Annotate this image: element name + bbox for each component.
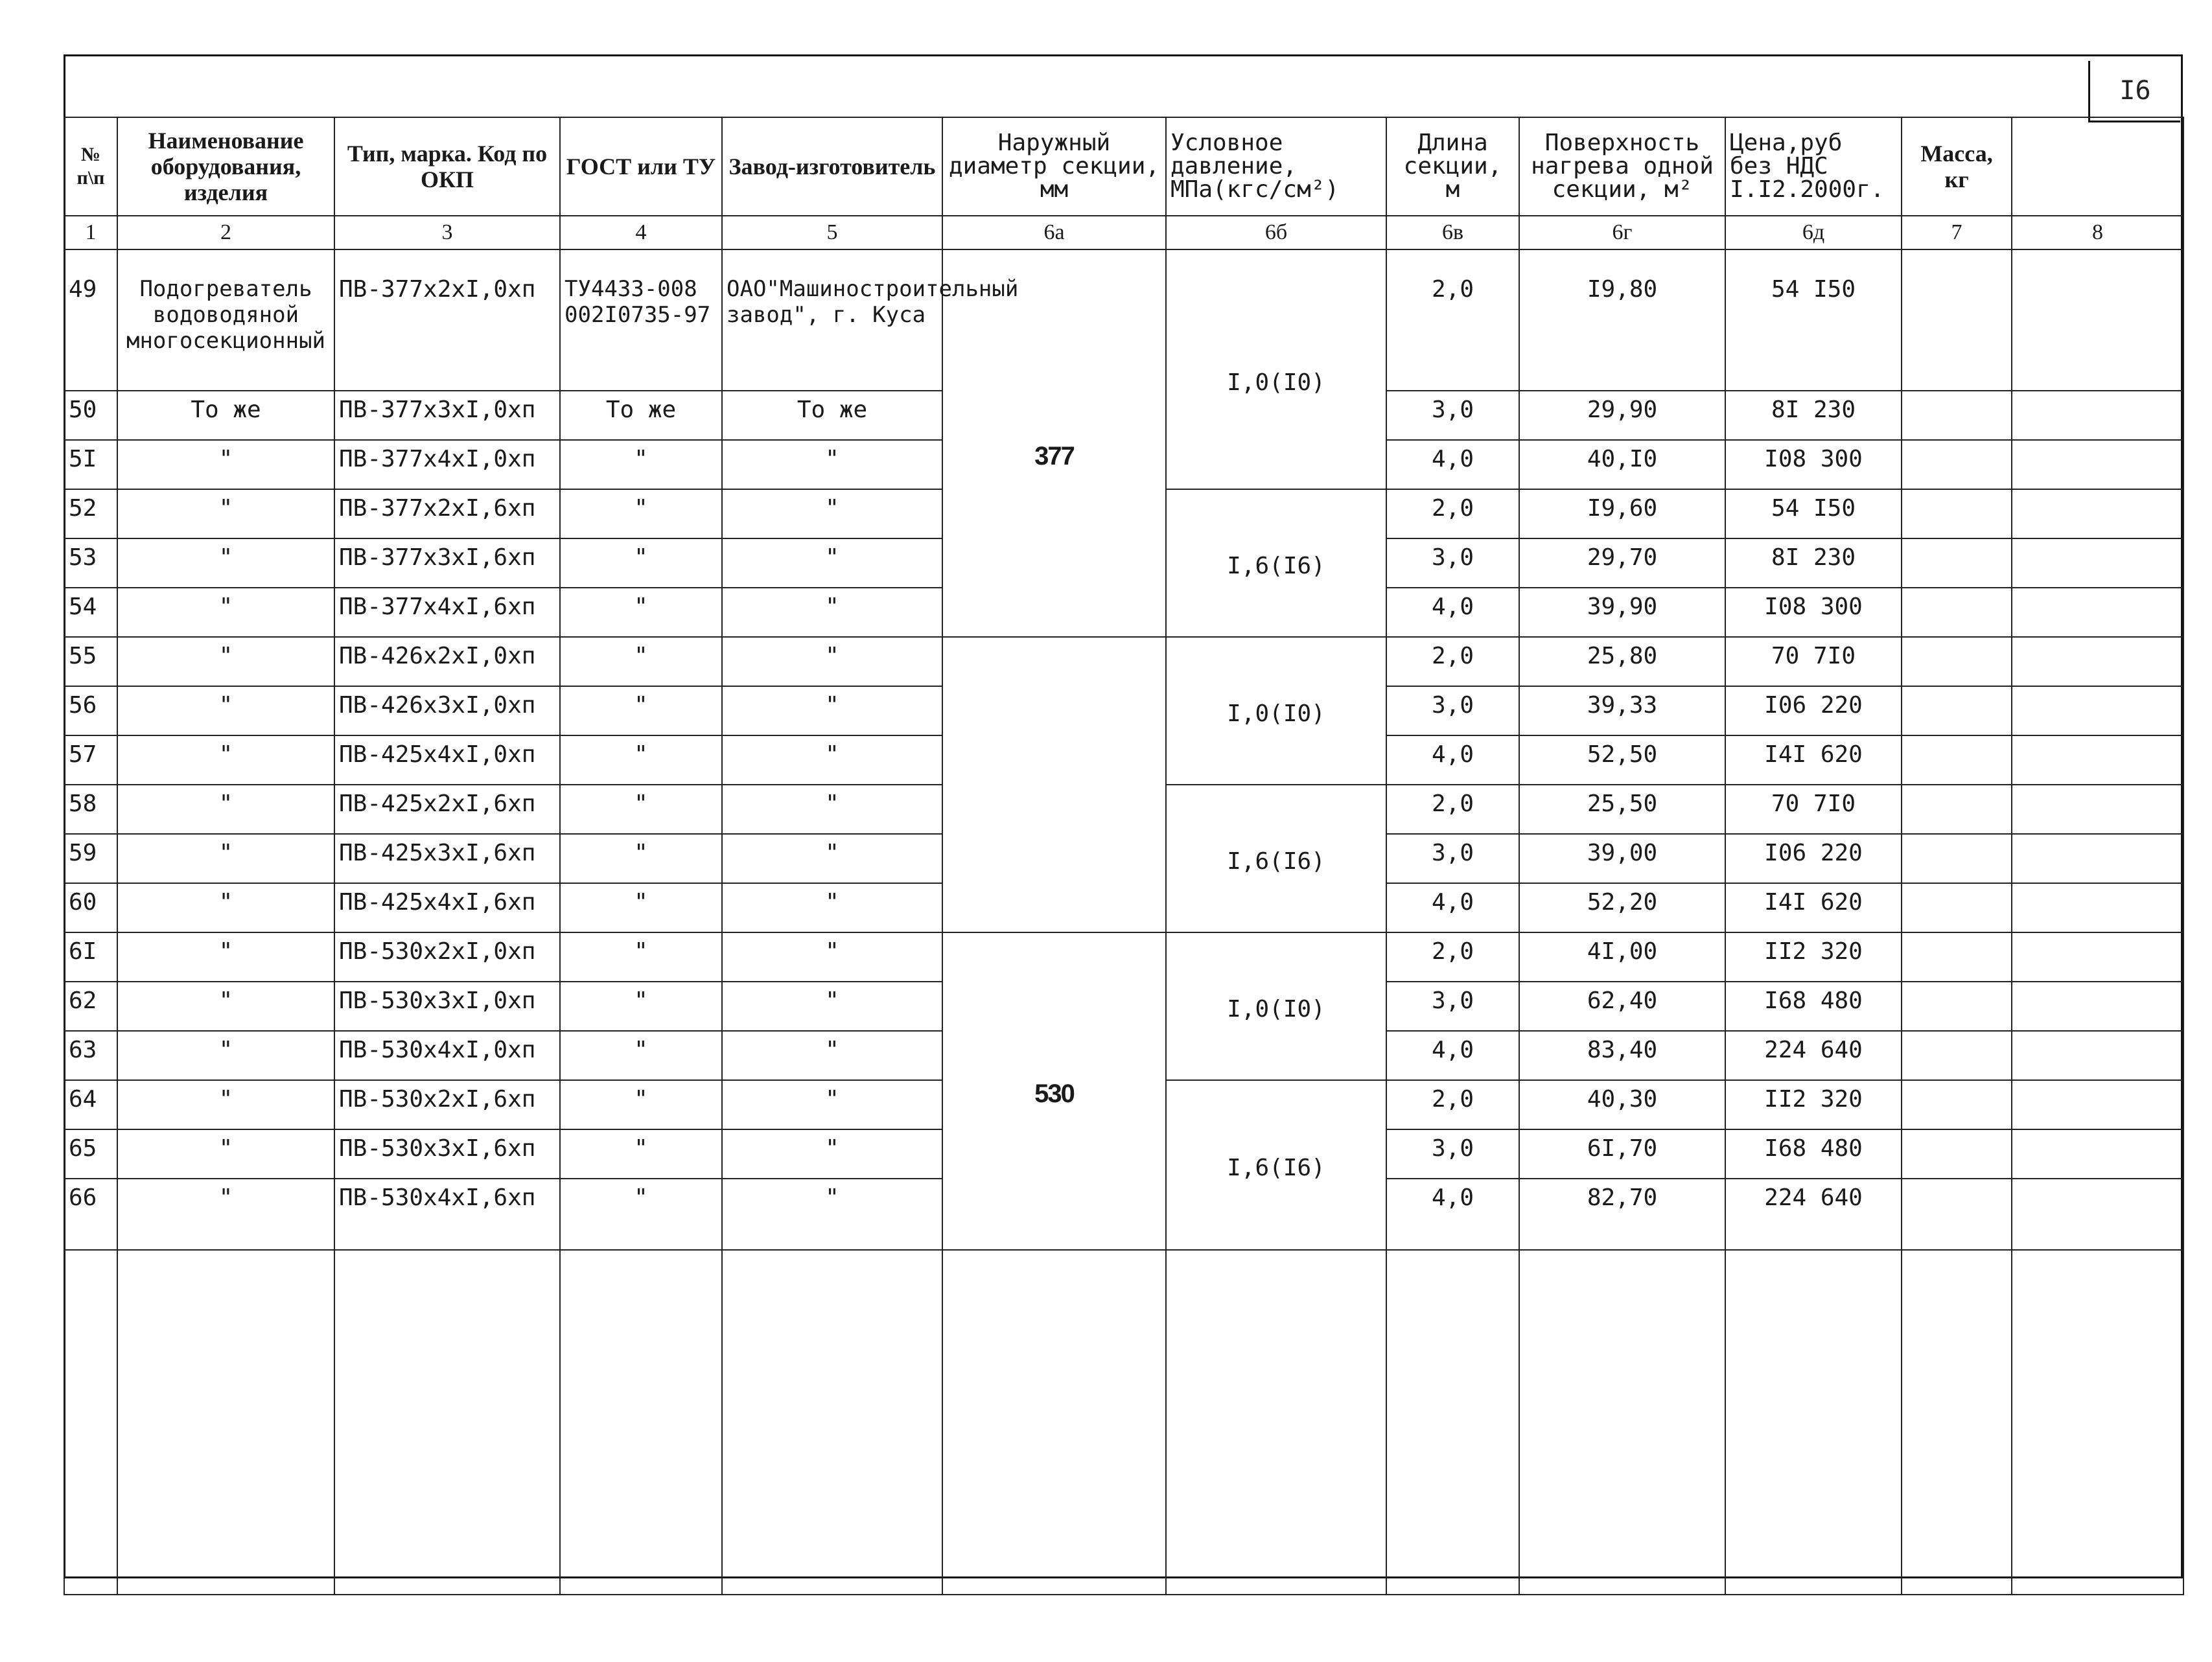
- gost-spec: ": [560, 932, 722, 982]
- mass: [1902, 982, 2012, 1031]
- row-number: 6I: [64, 932, 117, 982]
- manufacturer: ": [722, 489, 942, 538]
- header-gost: ГОСТ или ТУ: [560, 117, 722, 216]
- col8: [2012, 637, 2183, 686]
- price: I06 220: [1725, 686, 1902, 735]
- manufacturer: ": [722, 1129, 942, 1179]
- gost-spec: ": [560, 686, 722, 735]
- heating-surface: 40,30: [1519, 1080, 1725, 1129]
- colnum: 7: [1902, 216, 2012, 249]
- equipment-name: ": [117, 1031, 334, 1080]
- empty-cell: [560, 1250, 722, 1595]
- col8: [2012, 883, 2183, 932]
- equipment-name: ": [117, 686, 334, 735]
- gost-spec: ": [560, 883, 722, 932]
- mass: [1902, 1080, 2012, 1129]
- equipment-type: ПВ-530х4хI,0хп: [334, 1031, 560, 1080]
- empty-cell: [722, 1250, 942, 1595]
- col8: [2012, 489, 2183, 538]
- pressure: I,0(I0): [1166, 637, 1386, 785]
- section-length: 3,0: [1386, 1129, 1519, 1179]
- heating-surface: 40,I0: [1519, 440, 1725, 489]
- col8: [2012, 834, 2183, 883]
- equipment-type: ПВ-530х2хI,0хп: [334, 932, 560, 982]
- equipment-type: ПВ-377х3хI,0хп: [334, 391, 560, 440]
- section-length: 2,0: [1386, 489, 1519, 538]
- equipment-type: ПВ-377х3хI,6хп: [334, 538, 560, 588]
- price: 224 640: [1725, 1031, 1902, 1080]
- gost-spec: ": [560, 637, 722, 686]
- equipment-type: ПВ-377х4хI,6хп: [334, 588, 560, 637]
- mass: [1902, 637, 2012, 686]
- mass: [1902, 735, 2012, 785]
- equipment-type: ПВ-425х2хI,6хп: [334, 785, 560, 834]
- equipment-name: ": [117, 1179, 334, 1250]
- section-length: 2,0: [1386, 1080, 1519, 1129]
- equipment-name: ": [117, 440, 334, 489]
- mass: [1902, 883, 2012, 932]
- manufacturer: ": [722, 1080, 942, 1129]
- equipment-type: ПВ-426х3хI,0хп: [334, 686, 560, 735]
- header-row: [64, 117, 2183, 216]
- colnum: 6д: [1725, 216, 1902, 249]
- equipment-type: ПВ-377х2хI,6хп: [334, 489, 560, 538]
- equipment-type: ПВ-426х2хI,0хп: [334, 637, 560, 686]
- header-pressure: Условное давление, МПа(кгс/см²): [1166, 117, 1386, 216]
- colnum: 3: [334, 216, 560, 249]
- equipment-type: ПВ-377х2хI,0хп: [334, 249, 560, 391]
- section-length: 3,0: [1386, 391, 1519, 440]
- manufacturer: ": [722, 785, 942, 834]
- section-length: 4,0: [1386, 883, 1519, 932]
- gost-spec: ": [560, 588, 722, 637]
- heating-surface: 6I,70: [1519, 1129, 1725, 1179]
- manufacturer: То же: [722, 391, 942, 440]
- gost-spec: ": [560, 1080, 722, 1129]
- col8: [2012, 1031, 2183, 1080]
- mass: [1902, 932, 2012, 982]
- heating-surface: 62,40: [1519, 982, 1725, 1031]
- pressure: I,0(I0): [1166, 932, 1386, 1080]
- header-maker: Завод-изготовитель: [722, 117, 942, 216]
- manufacturer: ОАО"Машиностроительный завод", г. Куса: [722, 249, 942, 391]
- manufacturer: ": [722, 735, 942, 785]
- heating-surface: 82,70: [1519, 1179, 1725, 1250]
- heating-surface: 52,20: [1519, 883, 1725, 932]
- section-length: 2,0: [1386, 785, 1519, 834]
- section-length: 2,0: [1386, 249, 1519, 391]
- row-number: 52: [64, 489, 117, 538]
- col8: [2012, 1129, 2183, 1179]
- heating-surface: 25,50: [1519, 785, 1725, 834]
- empty-cell: [1166, 1250, 1386, 1595]
- header-type: Тип, марка. Код по ОКП: [334, 117, 560, 216]
- section-length: 2,0: [1386, 932, 1519, 982]
- manufacturer: ": [722, 982, 942, 1031]
- header-number: № п\п: [64, 117, 117, 216]
- row-number: 56: [64, 686, 117, 735]
- equipment-type: ПВ-530х4хI,6хп: [334, 1179, 560, 1250]
- price: 8I 230: [1725, 538, 1902, 588]
- row-number: 50: [64, 391, 117, 440]
- row-number: 63: [64, 1031, 117, 1080]
- price: II2 320: [1725, 1080, 1902, 1129]
- gost-spec: ": [560, 735, 722, 785]
- manufacturer: ": [722, 637, 942, 686]
- header-price: Цена,руб без НДС I.I2.2000г.: [1725, 117, 1902, 216]
- colnum: 2: [117, 216, 334, 249]
- header-diameter: Наружный диаметр секции, мм: [942, 117, 1166, 216]
- colnum: 1: [64, 216, 117, 249]
- table-row: [64, 249, 2183, 391]
- colnum: 8: [2012, 216, 2183, 249]
- colnum: 5: [722, 216, 942, 249]
- mass: [1902, 489, 2012, 538]
- equipment-name: ": [117, 588, 334, 637]
- header-name: Наименование оборудования, изделия: [117, 117, 334, 216]
- price: 54 I50: [1725, 489, 1902, 538]
- page-number: I6: [2088, 61, 2180, 122]
- row-number: 66: [64, 1179, 117, 1250]
- mass: [1902, 686, 2012, 735]
- heating-surface: 4I,00: [1519, 932, 1725, 982]
- manufacturer: ": [722, 538, 942, 588]
- gost-spec: ": [560, 1031, 722, 1080]
- row-number: 65: [64, 1129, 117, 1179]
- col8: [2012, 1080, 2183, 1129]
- price: 8I 230: [1725, 391, 1902, 440]
- col8: [2012, 249, 2183, 391]
- row-number: 5I: [64, 440, 117, 489]
- empty-cell: [1519, 1250, 1725, 1595]
- equipment-name: То же: [117, 391, 334, 440]
- equipment-name: ": [117, 982, 334, 1031]
- mass: [1902, 834, 2012, 883]
- equipment-name: ": [117, 538, 334, 588]
- manufacturer: ": [722, 1179, 942, 1250]
- col8: [2012, 538, 2183, 588]
- col8: [2012, 785, 2183, 834]
- mass: [1902, 1179, 2012, 1250]
- empty-cell: [942, 1250, 1166, 1595]
- pressure: I,6(I6): [1166, 1080, 1386, 1250]
- colnum: 6б: [1166, 216, 1386, 249]
- gost-spec: ": [560, 982, 722, 1031]
- empty-cell: [334, 1250, 560, 1595]
- equipment-name: ": [117, 834, 334, 883]
- row-number: 55: [64, 637, 117, 686]
- heating-surface: 39,33: [1519, 686, 1725, 735]
- col8: [2012, 1179, 2183, 1250]
- price: I68 480: [1725, 1129, 1902, 1179]
- gost-spec: ": [560, 489, 722, 538]
- table-row: [64, 932, 2183, 982]
- price: I06 220: [1725, 834, 1902, 883]
- col8: [2012, 391, 2183, 440]
- gost-spec: ": [560, 440, 722, 489]
- equipment-type: ПВ-425х4хI,0хп: [334, 735, 560, 785]
- gost-spec: ": [560, 538, 722, 588]
- equipment-name: ": [117, 489, 334, 538]
- pressure: I,0(I0): [1166, 249, 1386, 489]
- mass: [1902, 588, 2012, 637]
- equipment-table: [64, 117, 2184, 1595]
- row-number: 57: [64, 735, 117, 785]
- header-surface: Поверхность нагрева одной секции, м²: [1519, 117, 1725, 216]
- equipment-name: ": [117, 735, 334, 785]
- equipment-name: ": [117, 637, 334, 686]
- price: I08 300: [1725, 588, 1902, 637]
- mass: [1902, 440, 2012, 489]
- gost-spec: ": [560, 1179, 722, 1250]
- manufacturer: ": [722, 440, 942, 489]
- section-length: 2,0: [1386, 637, 1519, 686]
- equipment-type: ПВ-425х4хI,6хп: [334, 883, 560, 932]
- price: I4I 620: [1725, 735, 1902, 785]
- outer-diameter: [942, 637, 1166, 932]
- col8: [2012, 932, 2183, 982]
- price: 70 7I0: [1725, 637, 1902, 686]
- equipment-name: ": [117, 1129, 334, 1179]
- col8: [2012, 588, 2183, 637]
- mass: [1902, 785, 2012, 834]
- price: 224 640: [1725, 1179, 1902, 1250]
- empty-cell: [1386, 1250, 1519, 1595]
- empty-cell: [64, 1250, 117, 1595]
- row-number: 64: [64, 1080, 117, 1129]
- heating-surface: 39,90: [1519, 588, 1725, 637]
- price: I4I 620: [1725, 883, 1902, 932]
- column-number-row: [64, 216, 2183, 249]
- col8: [2012, 735, 2183, 785]
- equipment-name: ": [117, 932, 334, 982]
- heating-surface: 39,00: [1519, 834, 1725, 883]
- gost-spec: То же: [560, 391, 722, 440]
- price: I68 480: [1725, 982, 1902, 1031]
- row-number: 49: [64, 249, 117, 391]
- equipment-name: Подогреватель водоводяной многосекционный: [117, 249, 334, 391]
- equipment-name: ": [117, 785, 334, 834]
- row-number: 60: [64, 883, 117, 932]
- gost-spec: ТУ4433-008 002I0735-97: [560, 249, 722, 391]
- equipment-name: ": [117, 883, 334, 932]
- manufacturer: ": [722, 932, 942, 982]
- gost-spec: ": [560, 834, 722, 883]
- heating-surface: I9,60: [1519, 489, 1725, 538]
- heating-surface: 29,90: [1519, 391, 1725, 440]
- price: 70 7I0: [1725, 785, 1902, 834]
- mass: [1902, 391, 2012, 440]
- empty-row: [64, 1250, 2183, 1595]
- table-body: [64, 249, 2183, 1595]
- heating-surface: 29,70: [1519, 538, 1725, 588]
- row-number: 59: [64, 834, 117, 883]
- heating-surface: 52,50: [1519, 735, 1725, 785]
- equipment-type: ПВ-377х4хI,0хп: [334, 440, 560, 489]
- empty-cell: [2012, 1250, 2183, 1595]
- colnum: 4: [560, 216, 722, 249]
- section-length: 4,0: [1386, 1179, 1519, 1250]
- row-number: 54: [64, 588, 117, 637]
- colnum: 6в: [1386, 216, 1519, 249]
- equipment-type: ПВ-530х3хI,6хп: [334, 1129, 560, 1179]
- heating-surface: 83,40: [1519, 1031, 1725, 1080]
- section-length: 4,0: [1386, 1031, 1519, 1080]
- manufacturer: ": [722, 1031, 942, 1080]
- section-length: 4,0: [1386, 735, 1519, 785]
- heating-surface: I9,80: [1519, 249, 1725, 391]
- header-length: Длина секции, м: [1386, 117, 1519, 216]
- outer-diameter: 377: [942, 249, 1166, 637]
- row-number: 53: [64, 538, 117, 588]
- empty-cell: [1902, 1250, 2012, 1595]
- price: II2 320: [1725, 932, 1902, 982]
- mass: [1902, 538, 2012, 588]
- price: I08 300: [1725, 440, 1902, 489]
- equipment-name: ": [117, 1080, 334, 1129]
- table-row: [64, 637, 2183, 686]
- manufacturer: ": [722, 883, 942, 932]
- header-col8: [2012, 117, 2183, 216]
- section-length: 3,0: [1386, 538, 1519, 588]
- row-number: 58: [64, 785, 117, 834]
- header-mass: Масса, кг: [1902, 117, 2012, 216]
- manufacturer: ": [722, 588, 942, 637]
- col8: [2012, 982, 2183, 1031]
- gost-spec: ": [560, 1129, 722, 1179]
- section-length: 3,0: [1386, 982, 1519, 1031]
- section-length: 4,0: [1386, 440, 1519, 489]
- row-number: 62: [64, 982, 117, 1031]
- pressure: I,6(I6): [1166, 489, 1386, 637]
- empty-cell: [1725, 1250, 1902, 1595]
- colnum: 6г: [1519, 216, 1725, 249]
- section-length: 3,0: [1386, 834, 1519, 883]
- outer-diameter: 530: [942, 932, 1166, 1250]
- section-length: 4,0: [1386, 588, 1519, 637]
- mass: [1902, 1031, 2012, 1080]
- price: 54 I50: [1725, 249, 1902, 391]
- section-length: 3,0: [1386, 686, 1519, 735]
- manufacturer: ": [722, 686, 942, 735]
- equipment-type: ПВ-530х2хI,6хп: [334, 1080, 560, 1129]
- colnum: 6а: [942, 216, 1166, 249]
- mass: [1902, 1129, 2012, 1179]
- mass: [1902, 249, 2012, 391]
- col8: [2012, 440, 2183, 489]
- equipment-type: ПВ-530х3хI,0хп: [334, 982, 560, 1031]
- heating-surface: 25,80: [1519, 637, 1725, 686]
- pressure: I,6(I6): [1166, 785, 1386, 932]
- empty-cell: [117, 1250, 334, 1595]
- manufacturer: ": [722, 834, 942, 883]
- col8: [2012, 686, 2183, 735]
- gost-spec: ": [560, 785, 722, 834]
- equipment-type: ПВ-425х3хI,6хп: [334, 834, 560, 883]
